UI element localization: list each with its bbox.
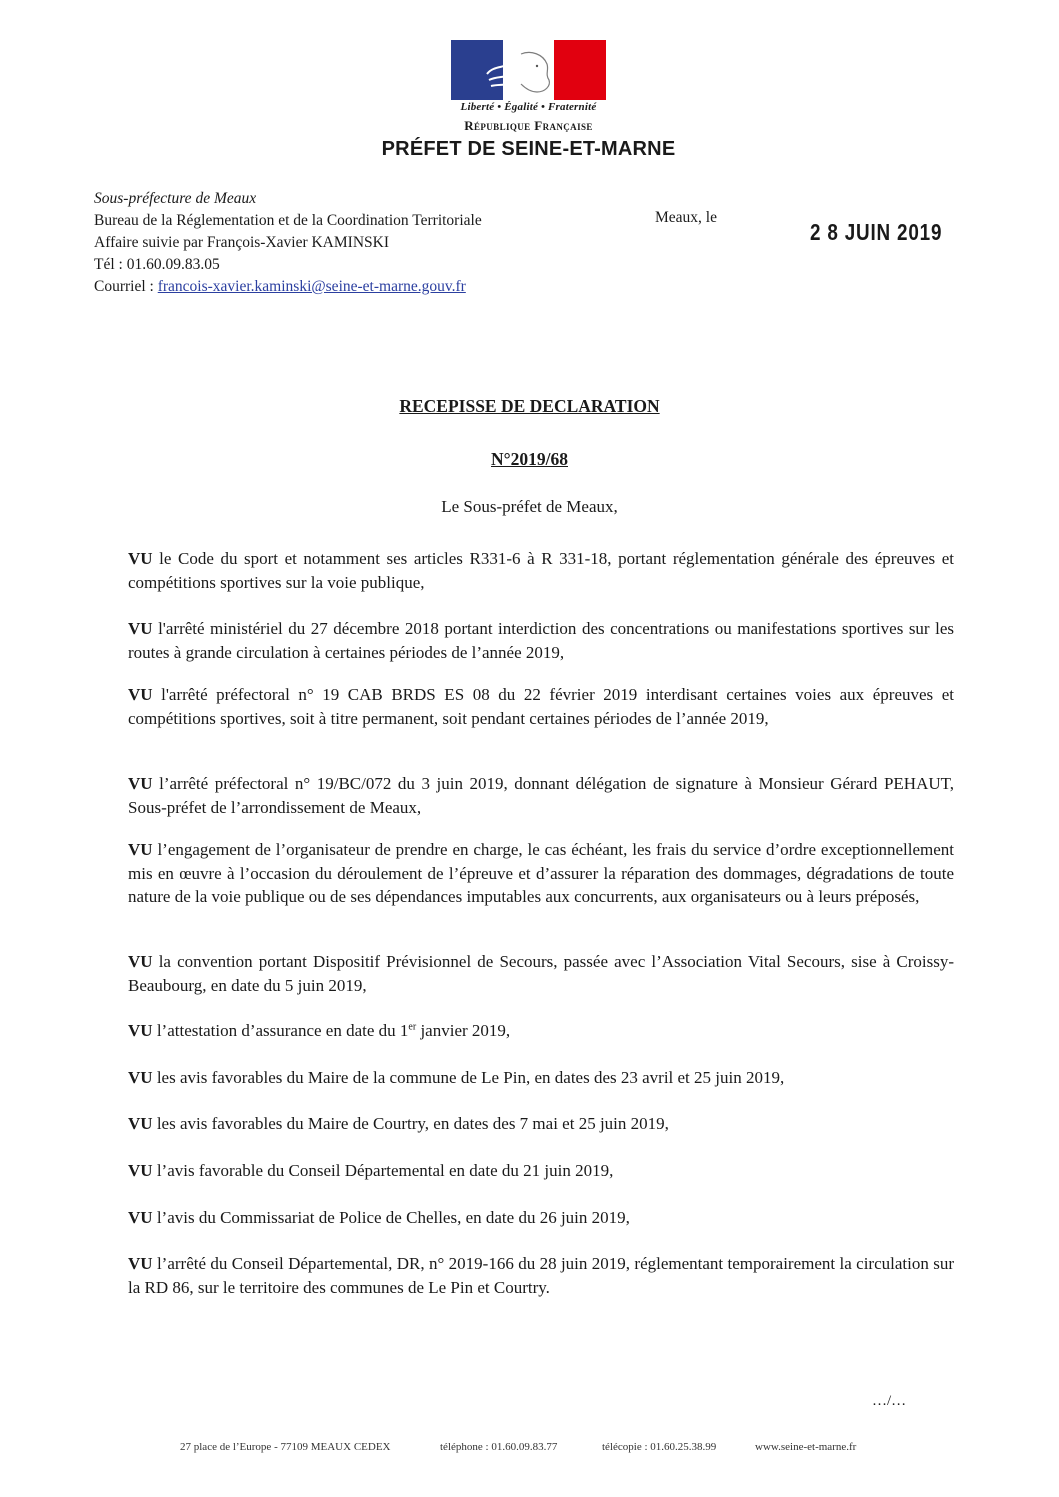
- vu-paragraph: [128, 838, 954, 909]
- vu-label: VU: [128, 1068, 153, 1087]
- paragraph-text: l'arrêté ministériel du 27 décembre 2018 portant interdiction des concentrations ou manifestations sportives sur les routes à grande circulation à certaines périodes de l’année 2019,: [128, 619, 954, 662]
- document-title: RECEPISSE DE DECLARATION: [399, 396, 660, 416]
- paragraph-text: l’engagement de l’organisateur de prendre en charge, le cas échéant, les frais du service d’ordre exceptionnellement mis en œuvre à l’occasion du déroulement de l’épreuve et d’assurer la réparation des dommages, dégradations de toute nature de la voie publique ou de ses dépendances imputables aux concurrents, aux organisateurs ou à leurs préposés,: [128, 840, 955, 906]
- superscript: er: [408, 1021, 417, 1033]
- vu-paragraph: [128, 1066, 954, 1090]
- telephone-line: Tél : 01.60.09.83.05: [94, 256, 220, 273]
- republique-francaise-label: République Française: [464, 118, 593, 133]
- marianne-logo: [451, 40, 606, 100]
- vu-paragraph: [128, 1112, 954, 1136]
- email-line: [94, 276, 482, 298]
- email-label: Courriel :: [94, 278, 158, 295]
- vu-label: VU: [128, 1254, 153, 1273]
- vu-label: VU: [128, 619, 153, 638]
- vu-paragraph: [128, 772, 954, 819]
- email-link[interactable]: francois-xavier.kaminski@seine-et-marne.gouv.fr: [157, 278, 466, 295]
- footer-telecopie: télécopie : 01.60.25.38.99: [602, 1441, 717, 1453]
- paragraph-text: l’arrêté préfectoral n° 19/BC/072 du 3 juin 2019, donnant délégation de signature à Monsieur Gérard PEHAUT, Sous-préfet de l’arrondissement de Meaux,: [128, 774, 955, 817]
- document-number: N°2019/68: [491, 449, 568, 469]
- paragraph-text: l’arrêté du Conseil Départemental, DR, n° 2019-166 du 28 juin 2019, réglementant temporairement la circulation sur la RD 86, sur le territoire des communes de Le Pin et Courtry.: [128, 1254, 954, 1297]
- vu-label: VU: [128, 774, 153, 793]
- bureau-name: Bureau de la Réglementation et de la Coordination Territoriale: [94, 212, 482, 229]
- vu-paragraph: [128, 1019, 954, 1043]
- footer-telephone: téléphone : 01.60.09.83.77: [440, 1441, 558, 1453]
- paragraph-text-tail: janvier 2019,: [416, 1021, 511, 1040]
- date-stamp: 2 8 JUIN 2019: [810, 219, 943, 245]
- continuation-mark: …/…: [872, 1393, 907, 1409]
- paragraph-text: la convention portant Dispositif Prévisionnel de Secours, passée avec l’Association Vital Secours, sise à Croissy-Beaubourg, en date du 5 juin 2019,: [128, 952, 955, 995]
- intro-line: Le Sous-préfet de Meaux,: [441, 497, 618, 516]
- vu-paragraph: [128, 617, 954, 664]
- vu-paragraph: [128, 1159, 954, 1183]
- vu-label: VU: [128, 1114, 153, 1133]
- vu-label: VU: [128, 685, 153, 704]
- vu-paragraph: [128, 1252, 954, 1299]
- republic-motto: Liberté • Égalité • Fraternité: [460, 101, 597, 113]
- footer-website[interactable]: www.seine-et-marne.fr: [755, 1441, 857, 1453]
- vu-paragraph: [128, 683, 954, 730]
- vu-paragraph: [128, 950, 954, 997]
- vu-label: VU: [128, 1021, 153, 1040]
- paragraph-text: l’avis favorable du Conseil Départemental en date du 21 juin 2019,: [156, 1161, 614, 1180]
- paragraph-text: les avis favorables du Maire de la commune de Le Pin, en dates des 23 avril et 25 juin 2019,: [156, 1068, 785, 1087]
- paragraph-text: le Code du sport et notamment ses articles R331-6 à R 331-18, portant réglementation générale des épreuves et compétitions sportives sur la voie publique,: [128, 549, 954, 592]
- vu-label: VU: [128, 840, 153, 859]
- vu-label: VU: [128, 952, 153, 971]
- paragraph-text: les avis favorables du Maire de Courtry, en dates des 7 mai et 25 juin 2019,: [156, 1114, 669, 1133]
- footer-address: 27 place de l’Europe - 77109 MEAUX CEDEX: [180, 1441, 391, 1453]
- vu-label: VU: [128, 1161, 153, 1180]
- affaire-line: Affaire suivie par François-Xavier KAMINSKI: [94, 234, 389, 251]
- vu-paragraph: [128, 1206, 954, 1230]
- vu-label: VU: [128, 549, 153, 568]
- paragraph-text: l'arrêté préfectoral n° 19 CAB BRDS ES 08 du 22 février 2019 interdisant certaines voies aux épreuves et compétitions sportives, soit à titre permanent, soit pendant certaines périodes de l’année 2019,: [128, 685, 955, 728]
- sender-block: [94, 188, 482, 298]
- vu-paragraph: [128, 547, 954, 594]
- place-label: Meaux, le: [655, 209, 717, 226]
- paragraph-text: l’attestation d’assurance en date du 1: [156, 1021, 409, 1040]
- paragraph-text: l’avis du Commissariat de Police de Chelles, en date du 26 juin 2019,: [156, 1208, 630, 1227]
- prefet-heading: PRÉFET DE SEINE-ET-MARNE: [381, 138, 676, 160]
- subprefecture-name: Sous-préfecture de Meaux: [94, 190, 257, 207]
- vu-label: VU: [128, 1208, 153, 1227]
